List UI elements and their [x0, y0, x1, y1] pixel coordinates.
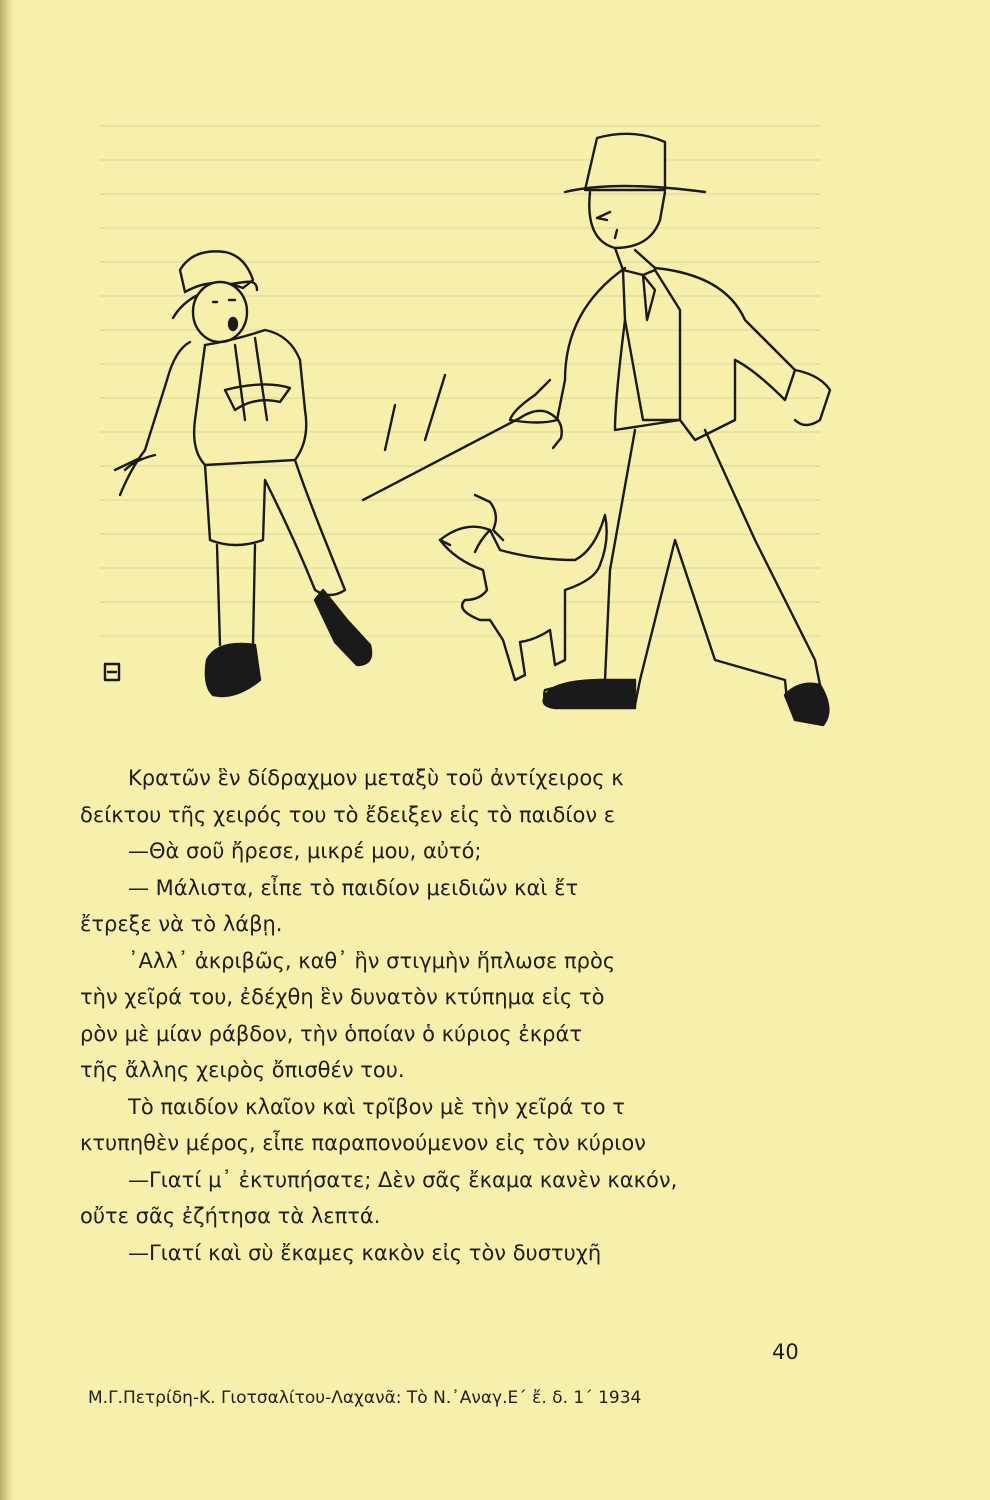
text-line: —Γιατί μ᾿ ἐκτυπήσατε; Δὲν σᾶς ἔκαμα κανὲν κακόν,	[128, 1167, 678, 1192]
text-line: Τὸ παιδίον κλαῖον καὶ τρῖβον μὲ τὴν χεῖρά το τ	[128, 1094, 625, 1119]
page-edge-shadow	[0, 0, 14, 1500]
text-line: κτυπηθὲν μέρος, εἶπε παραπονούμενον εἰς τὸν κύριον	[80, 1131, 646, 1155]
text-line: — Μάλιστα, εἶπε τὸ παιδίον μειδιῶν καὶ ἔτ	[128, 875, 579, 900]
text-line: τὴν χεῖρά του, ἐδέχθη ἓν δυνατὸν κτύπημα εἰς τὸ	[80, 985, 605, 1009]
text-line: Κρατῶν ἓν δίδραχμον μεταξὺ τοῦ ἀντίχειρος κ	[128, 766, 624, 790]
main-text-block	[80, 760, 800, 1271]
page-number: 40	[772, 1340, 799, 1364]
text-line: τῆς ἄλλης χειρὸς ὄπισθέν του.	[80, 1058, 405, 1082]
dog-figure	[440, 495, 607, 680]
walking-cane	[363, 411, 562, 500]
text-line: —Θὰ σοῦ ἤρεσε, μικρέ μου, αὐτό;	[128, 839, 482, 863]
text-line: ρὸν μὲ μίαν ράβδον, τὴν ὁποίαν ὁ κύριος ἐκράτ	[80, 1021, 582, 1046]
text-line: ἔτρεξε νὰ τὸ λάβῃ.	[80, 912, 283, 936]
text-line: —Γιατί καὶ σὺ ἔκαμες κακὸν εἰς τὸν δυστυχῆ	[128, 1240, 602, 1265]
text-line: οὔτε σᾶς ἐζήτησα τὰ λεπτά.	[80, 1204, 381, 1228]
illustration-man-boy-dog	[95, 120, 855, 760]
footer-citation: Μ.Γ.Πετρίδη-Κ. Γιοτσαλίτου-Λαχανᾶ: Τὸ Ν.᾿Αναγ.Ε΄ ἔ. δ. 1΄ 1934	[88, 1388, 642, 1408]
text-line: δείκτου τῆς χειρός του τὸ ἔδειξεν εἰς τὸ παιδίον ε	[80, 802, 616, 827]
text-line: ᾿Αλλ᾿ ἀκριβῶς, καθ᾿ ἣν στιγμὴν ἥπλωσε πρὸς	[128, 948, 616, 973]
boy-figure	[105, 251, 371, 696]
